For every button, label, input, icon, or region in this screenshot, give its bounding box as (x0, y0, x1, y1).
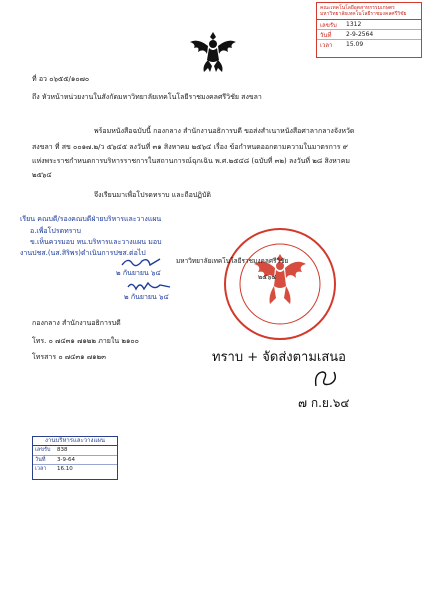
department-stamp-header: งานบริหารและวางแผน (33, 437, 117, 446)
department-stamp (32, 436, 118, 480)
receipt-stamp-value: 2-9-2564 (346, 31, 374, 38)
seal-year: ๒๕๖๔ (258, 273, 277, 281)
receipt-stamp-row (317, 20, 421, 30)
department-stamp-label: วันที่ (35, 456, 46, 463)
department-stamp-row (33, 456, 117, 466)
sender-phone: โทร. ๐ ๗๔๓๑ ๗๑๒๒ ภายใน ๒๑๐๐ (32, 337, 139, 345)
handwritten-note: ทราบ + จัดส่งตามเสนอ (212, 350, 346, 365)
sender-office: กองกลาง สำนักงานอธิการบดี (32, 319, 121, 327)
body-line: พร้อมหนังสือฉบับนี้ กองกลาง สำนักงานอธิการบดี ขอส่งสำเนาหนังสือศาลากลางจังหวัด (94, 127, 355, 135)
department-stamp-row (33, 465, 117, 474)
handwritten-date: ๗ ก.ย.๖๔ (298, 396, 350, 410)
seal-caption: มหาวิทยาลัยเทคโนโลยีราชมงคลศรีวิชัย (176, 257, 289, 265)
body-line: ๒๕๖๔ (32, 171, 52, 179)
department-stamp-row (33, 446, 117, 456)
department-stamp-label: เลขรับ (35, 447, 51, 454)
department-stamp-value: 3-9-64 (57, 456, 75, 463)
receipt-stamp-label: เวลา (320, 41, 333, 49)
body-line: แห่งพระราชกำหนดการบริหารราชการในสถานการณ์ฉุกเฉิน พ.ศ.๒๕๔๘ (ฉบับที่ ๓๒) ลงวันที่ ๒๘ สิงหาคม (32, 157, 351, 165)
document-number: ที่ อว ๐๖๕๕/๑๐๗๐ (32, 75, 90, 83)
recipient-line: ถึง หัวหน้าหน่วยงานในสังกัดมหาวิทยาลัยเทคโนโลยีราชมงคลศรีวิชัย สงขลา (32, 93, 262, 101)
receipt-stamp-value: 1312 (346, 21, 362, 28)
official-seal (222, 226, 338, 342)
routing-date: ๒ กันยายน ๖๔ (116, 269, 161, 277)
department-stamp-value: 16.10 (57, 466, 73, 473)
receipt-stamp-row (317, 40, 421, 49)
receipt-stamp-value: 15.09 (346, 41, 364, 48)
receipt-stamp (316, 2, 422, 58)
receipt-stamp-label: วันที่ (320, 31, 332, 39)
handwritten-signature (312, 368, 340, 394)
sender-fax: โทรสาร ๐ ๗๔๓๑ ๗๑๒๓ (32, 353, 106, 361)
closing-line: จึงเรียนมาเพื่อโปรดทราบ และถือปฏิบัติ (94, 191, 211, 199)
routing-note-line: ข.เห็นควรมอบ หน.บริหารและวางแผน มอบ (30, 238, 162, 246)
routing-note-line: เรียน คณบดี/รองคณบดีฝ่ายบริหารและวางแผน (20, 215, 162, 223)
body-line: สงขลา ที่ สข ๐๐๑๗.๒/ว ๕๖๔๕ ลงวันที่ ๓๑ สิงหาคม ๒๕๖๔ เรื่อง ข้อกำหนดออกตามความในมาตรการ ๙ (32, 143, 348, 151)
department-stamp-label: เวลา (35, 466, 47, 473)
receipt-stamp-label: เลขรับ (320, 21, 337, 29)
garuda-emblem-icon (188, 30, 238, 74)
routing-note-line: อ.เพื่อโปรดทราบ (30, 227, 81, 235)
routing-note-line: งานปชส.(นส.สิริพร)ดำเนินการปชส.ต่อไป (20, 249, 146, 257)
department-stamp-value: 838 (57, 447, 68, 454)
receipt-stamp-header: คณะเทคโนโลยีอุตสาหกรรมเกษตร มหาวิทยาลัยเทคโนโลยีราชมงคลศรีวิชัย (317, 3, 421, 20)
routing-date: ๒ กันยายน ๖๔ (124, 293, 169, 301)
receipt-stamp-row (317, 30, 421, 40)
